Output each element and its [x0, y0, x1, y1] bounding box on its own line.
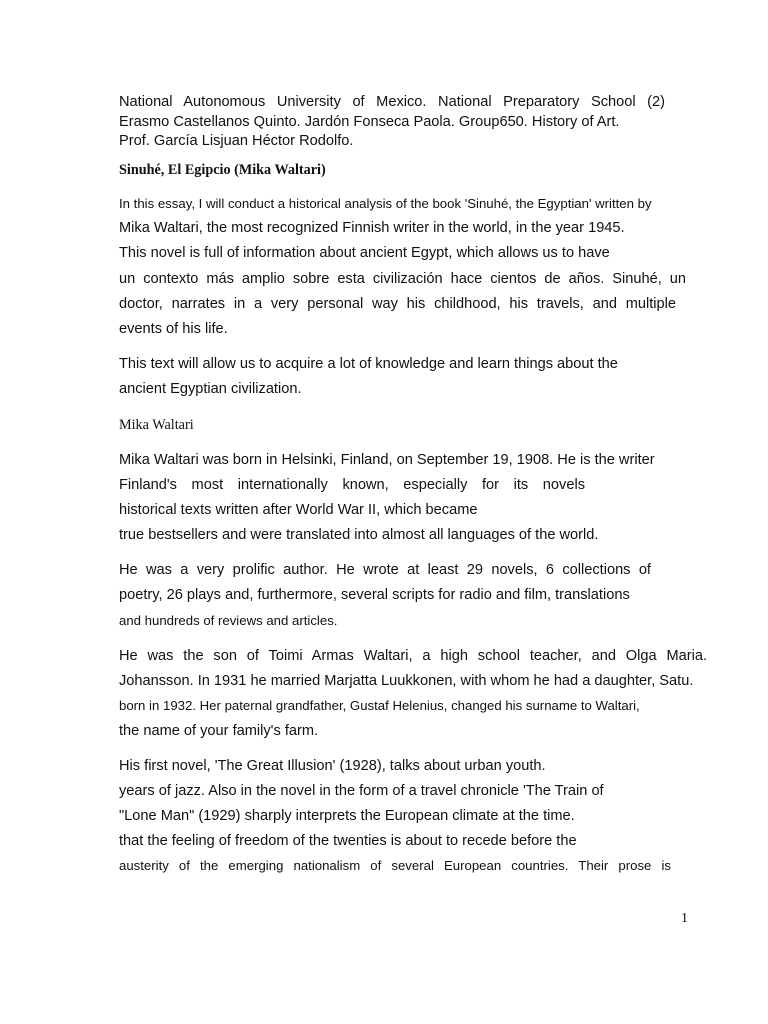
- intro-line-4: un contexto más amplio sobre esta civilización hace cientos de años. Sinuhé, un: [119, 271, 686, 287]
- para3-line-4: the name of your family's farm.: [119, 723, 319, 739]
- para4-line-2: years of jazz. Also in the novel in the form of a travel chronicle 'The Train of: [119, 783, 604, 799]
- section-heading: Mika Waltari: [119, 417, 194, 433]
- para1-line-2: Finland's most internationally known, especially for its novels: [119, 477, 585, 493]
- para1-line-4: true bestsellers and were translated into almost all languages of the world.: [119, 527, 599, 543]
- page-number: 1: [681, 911, 688, 926]
- para3-line-3: born in 1932. Her paternal grandfather, Gustaf Helenius, changed his surname to Waltari,: [119, 698, 640, 713]
- para3-line-2: Johansson. In 1931 he married Marjatta Luukkonen, with whom he had a daughter, Satu.: [119, 673, 694, 689]
- header-line-2: Erasmo Castellanos Quinto. Jardón Fonseca Paola. Group650. History of Art.: [119, 114, 620, 130]
- para3-line-1: He was the son of Toimi Armas Waltari, a high school teacher, and Olga Maria.: [119, 648, 707, 664]
- intro2-line-2: ancient Egyptian civilization.: [119, 381, 302, 397]
- header-line-3: Prof. García Lisjuan Héctor Rodolfo.: [119, 133, 354, 149]
- intro-line-6: events of his life.: [119, 321, 228, 337]
- para2-line-3: and hundreds of reviews and articles.: [119, 613, 338, 628]
- para2-line-1: He was a very prolific author. He wrote at least 29 novels, 6 collections of: [119, 562, 651, 578]
- para2-line-2: poetry, 26 plays and, furthermore, several scripts for radio and film, translations: [119, 587, 630, 603]
- para4-line-1: His first novel, 'The Great Illusion' (1928), talks about urban youth.: [119, 758, 546, 774]
- intro-line-3: This novel is full of information about ancient Egypt, which allows us to have: [119, 245, 610, 261]
- intro2-line-1: This text will allow us to acquire a lot of knowledge and learn things about the: [119, 356, 618, 372]
- para4-line-5: austerity of the emerging nationalism of several European countries. Their prose is: [119, 858, 671, 873]
- intro-line-5: doctor, narrates in a very personal way his childhood, his travels, and multiple: [119, 296, 676, 312]
- para4-line-3: "Lone Man" (1929) sharply interprets the European climate at the time.: [119, 808, 575, 824]
- header-line-1: National Autonomous University of Mexico. National Preparatory School (2): [119, 94, 665, 110]
- para1-line-1: Mika Waltari was born in Helsinki, Finland, on September 19, 1908. He is the writer: [119, 452, 655, 468]
- intro-line-1: In this essay, I will conduct a historical analysis of the book 'Sinuhé, the Egyptian' written by: [119, 196, 652, 211]
- para4-line-4: that the feeling of freedom of the twenties is about to recede before the: [119, 833, 577, 849]
- document-title: Sinuhé, El Egipcio (Mika Waltari): [119, 162, 326, 178]
- para1-line-3: historical texts written after World War II, which became: [119, 502, 478, 518]
- intro-line-2: Mika Waltari, the most recognized Finnish writer in the world, in the year 1945.: [119, 220, 625, 236]
